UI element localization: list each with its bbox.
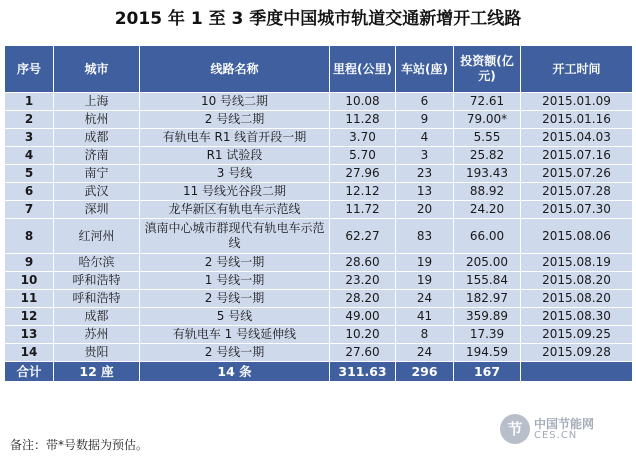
cell-investment: 193.43 bbox=[454, 165, 521, 183]
cell-investment: 24.20 bbox=[454, 201, 521, 219]
header-city: 城市 bbox=[54, 46, 140, 93]
cell-mileage: 11.72 bbox=[330, 201, 396, 219]
table-row bbox=[5, 254, 633, 272]
cell-seq: 4 bbox=[5, 147, 54, 165]
cell-seq: 10 bbox=[5, 272, 54, 290]
cell-investment: 194.59 bbox=[454, 344, 521, 362]
watermark-name: 中国节能网 bbox=[534, 417, 595, 431]
cell-line-name: 1 号线一期 bbox=[140, 272, 330, 290]
header-start-date: 开工时间 bbox=[521, 46, 633, 93]
watermark-domain: CES.CN bbox=[534, 430, 578, 441]
cell-seq: 13 bbox=[5, 326, 54, 344]
cell-investment: 359.89 bbox=[454, 308, 521, 326]
cell-city: 成都 bbox=[54, 129, 140, 147]
cell-line-name: 2 号线一期 bbox=[140, 290, 330, 308]
cell-mileage: 49.00 bbox=[330, 308, 396, 326]
cell-stations: 8 bbox=[396, 326, 454, 344]
cell-mileage: 3.70 bbox=[330, 129, 396, 147]
cell-start-date: 2015.08.20 bbox=[521, 290, 633, 308]
table-row bbox=[5, 183, 633, 201]
cell-mileage: 27.60 bbox=[330, 344, 396, 362]
ces-logo-icon: 节 bbox=[500, 414, 530, 444]
cell-start-date: 2015.09.28 bbox=[521, 344, 633, 362]
cell-city: 成都 bbox=[54, 308, 140, 326]
table-row bbox=[5, 326, 633, 344]
table-row bbox=[5, 290, 633, 308]
new-lines-table bbox=[4, 45, 633, 382]
cell-stations: 13 bbox=[396, 183, 454, 201]
cell-seq: 2 bbox=[5, 111, 54, 129]
cell-line-name: 2 号线二期 bbox=[140, 111, 330, 129]
cell-investment: 155.84 bbox=[454, 272, 521, 290]
cell-seq: 3 bbox=[5, 129, 54, 147]
total-lines: 14 条 bbox=[140, 362, 330, 382]
cell-mileage: 10.08 bbox=[330, 93, 396, 111]
cell-city: 深圳 bbox=[54, 201, 140, 219]
cell-line-name: 滇南中心城市群现代有轨电车示范线 bbox=[140, 219, 330, 254]
table-row bbox=[5, 344, 633, 362]
cell-start-date: 2015.01.09 bbox=[521, 93, 633, 111]
table-row bbox=[5, 201, 633, 219]
cell-mileage: 62.27 bbox=[330, 219, 396, 254]
page-title: 2015 年 1 至 3 季度中国城市轨道交通新增开工线路 bbox=[114, 9, 522, 29]
cell-start-date: 2015.08.30 bbox=[521, 308, 633, 326]
cell-stations: 4 bbox=[396, 129, 454, 147]
cell-stations: 20 bbox=[396, 201, 454, 219]
cell-mileage: 23.20 bbox=[330, 272, 396, 290]
cell-seq: 5 bbox=[5, 165, 54, 183]
cell-start-date: 2015.01.16 bbox=[521, 111, 633, 129]
cell-investment: 25.82 bbox=[454, 147, 521, 165]
cell-seq: 7 bbox=[5, 201, 54, 219]
cell-city: 上海 bbox=[54, 93, 140, 111]
footnote: 备注：带*号数据为预估。 bbox=[10, 438, 149, 452]
cell-city: 呼和浩特 bbox=[54, 272, 140, 290]
header-seq: 序号 bbox=[5, 46, 54, 93]
table-row bbox=[5, 219, 633, 254]
cell-city: 武汉 bbox=[54, 183, 140, 201]
header-investment: 投资额(亿元) bbox=[454, 46, 521, 93]
table-row bbox=[5, 165, 633, 183]
cell-line-name: 10 号线二期 bbox=[140, 93, 330, 111]
cell-start-date: 2015.07.30 bbox=[521, 201, 633, 219]
cell-line-name: 2 号线一期 bbox=[140, 344, 330, 362]
table-row bbox=[5, 272, 633, 290]
cell-line-name: 有轨电车 R1 线首开段一期 bbox=[140, 129, 330, 147]
cell-mileage: 27.96 bbox=[330, 165, 396, 183]
header-mileage: 里程(公里) bbox=[330, 46, 396, 93]
table-row bbox=[5, 93, 633, 111]
cell-mileage: 11.28 bbox=[330, 111, 396, 129]
cell-city: 红河州 bbox=[54, 219, 140, 254]
cell-investment: 5.55 bbox=[454, 129, 521, 147]
cell-start-date: 2015.07.26 bbox=[521, 165, 633, 183]
cell-line-name: 3 号线 bbox=[140, 165, 330, 183]
cell-investment: 182.97 bbox=[454, 290, 521, 308]
cell-stations: 3 bbox=[396, 147, 454, 165]
total-investment: 167 bbox=[454, 362, 521, 382]
cell-line-name: 龙华新区有轨电车示范线 bbox=[140, 201, 330, 219]
cell-city: 贵阳 bbox=[54, 344, 140, 362]
table-header-row bbox=[5, 46, 633, 93]
cell-start-date: 2015.08.06 bbox=[521, 219, 633, 254]
cell-start-date: 2015.08.20 bbox=[521, 272, 633, 290]
cell-city: 呼和浩特 bbox=[54, 290, 140, 308]
cell-stations: 41 bbox=[396, 308, 454, 326]
cell-line-name: 2 号线一期 bbox=[140, 254, 330, 272]
table-row bbox=[5, 129, 633, 147]
cell-city: 南宁 bbox=[54, 165, 140, 183]
cell-start-date: 2015.09.25 bbox=[521, 326, 633, 344]
cell-stations: 19 bbox=[396, 272, 454, 290]
cell-stations: 19 bbox=[396, 254, 454, 272]
cell-start-date: 2015.08.19 bbox=[521, 254, 633, 272]
cell-start-date: 2015.07.16 bbox=[521, 147, 633, 165]
cell-line-name: 有轨电车 1 号线延伸线 bbox=[140, 326, 330, 344]
cell-seq: 14 bbox=[5, 344, 54, 362]
cell-mileage: 28.20 bbox=[330, 290, 396, 308]
watermark-logo bbox=[500, 414, 630, 448]
header-stations: 车站(座) bbox=[396, 46, 454, 93]
cell-line-name: 5 号线 bbox=[140, 308, 330, 326]
cell-city: 苏州 bbox=[54, 326, 140, 344]
cell-investment: 66.00 bbox=[454, 219, 521, 254]
cell-seq: 6 bbox=[5, 183, 54, 201]
header-line-name: 线路名称 bbox=[140, 46, 330, 93]
cell-seq: 1 bbox=[5, 93, 54, 111]
cell-investment: 205.00 bbox=[454, 254, 521, 272]
cell-start-date: 2015.04.03 bbox=[521, 129, 633, 147]
cell-investment: 88.92 bbox=[454, 183, 521, 201]
cell-investment: 17.39 bbox=[454, 326, 521, 344]
cell-stations: 24 bbox=[396, 290, 454, 308]
cell-line-name: R1 试验段 bbox=[140, 147, 330, 165]
total-label: 合计 bbox=[5, 362, 54, 382]
cell-start-date: 2015.07.28 bbox=[521, 183, 633, 201]
cell-seq: 11 bbox=[5, 290, 54, 308]
total-cities: 12 座 bbox=[54, 362, 140, 382]
cell-investment: 72.61 bbox=[454, 93, 521, 111]
total-mileage: 311.63 bbox=[330, 362, 396, 382]
cell-city: 哈尔滨 bbox=[54, 254, 140, 272]
cell-investment: 79.00* bbox=[454, 111, 521, 129]
table-row bbox=[5, 308, 633, 326]
cell-stations: 9 bbox=[396, 111, 454, 129]
cell-stations: 24 bbox=[396, 344, 454, 362]
cell-city: 济南 bbox=[54, 147, 140, 165]
cell-mileage: 10.20 bbox=[330, 326, 396, 344]
cell-mileage: 12.12 bbox=[330, 183, 396, 201]
cell-mileage: 5.70 bbox=[330, 147, 396, 165]
cell-stations: 23 bbox=[396, 165, 454, 183]
table-row bbox=[5, 147, 633, 165]
table-row bbox=[5, 111, 633, 129]
cell-seq: 9 bbox=[5, 254, 54, 272]
total-date bbox=[521, 362, 633, 382]
cell-mileage: 28.60 bbox=[330, 254, 396, 272]
cell-stations: 6 bbox=[396, 93, 454, 111]
total-stations: 296 bbox=[396, 362, 454, 382]
total-row bbox=[5, 362, 633, 382]
cell-seq: 8 bbox=[5, 219, 54, 254]
cell-seq: 12 bbox=[5, 308, 54, 326]
cell-line-name: 11 号线光谷段二期 bbox=[140, 183, 330, 201]
cell-stations: 83 bbox=[396, 219, 454, 254]
cell-city: 杭州 bbox=[54, 111, 140, 129]
